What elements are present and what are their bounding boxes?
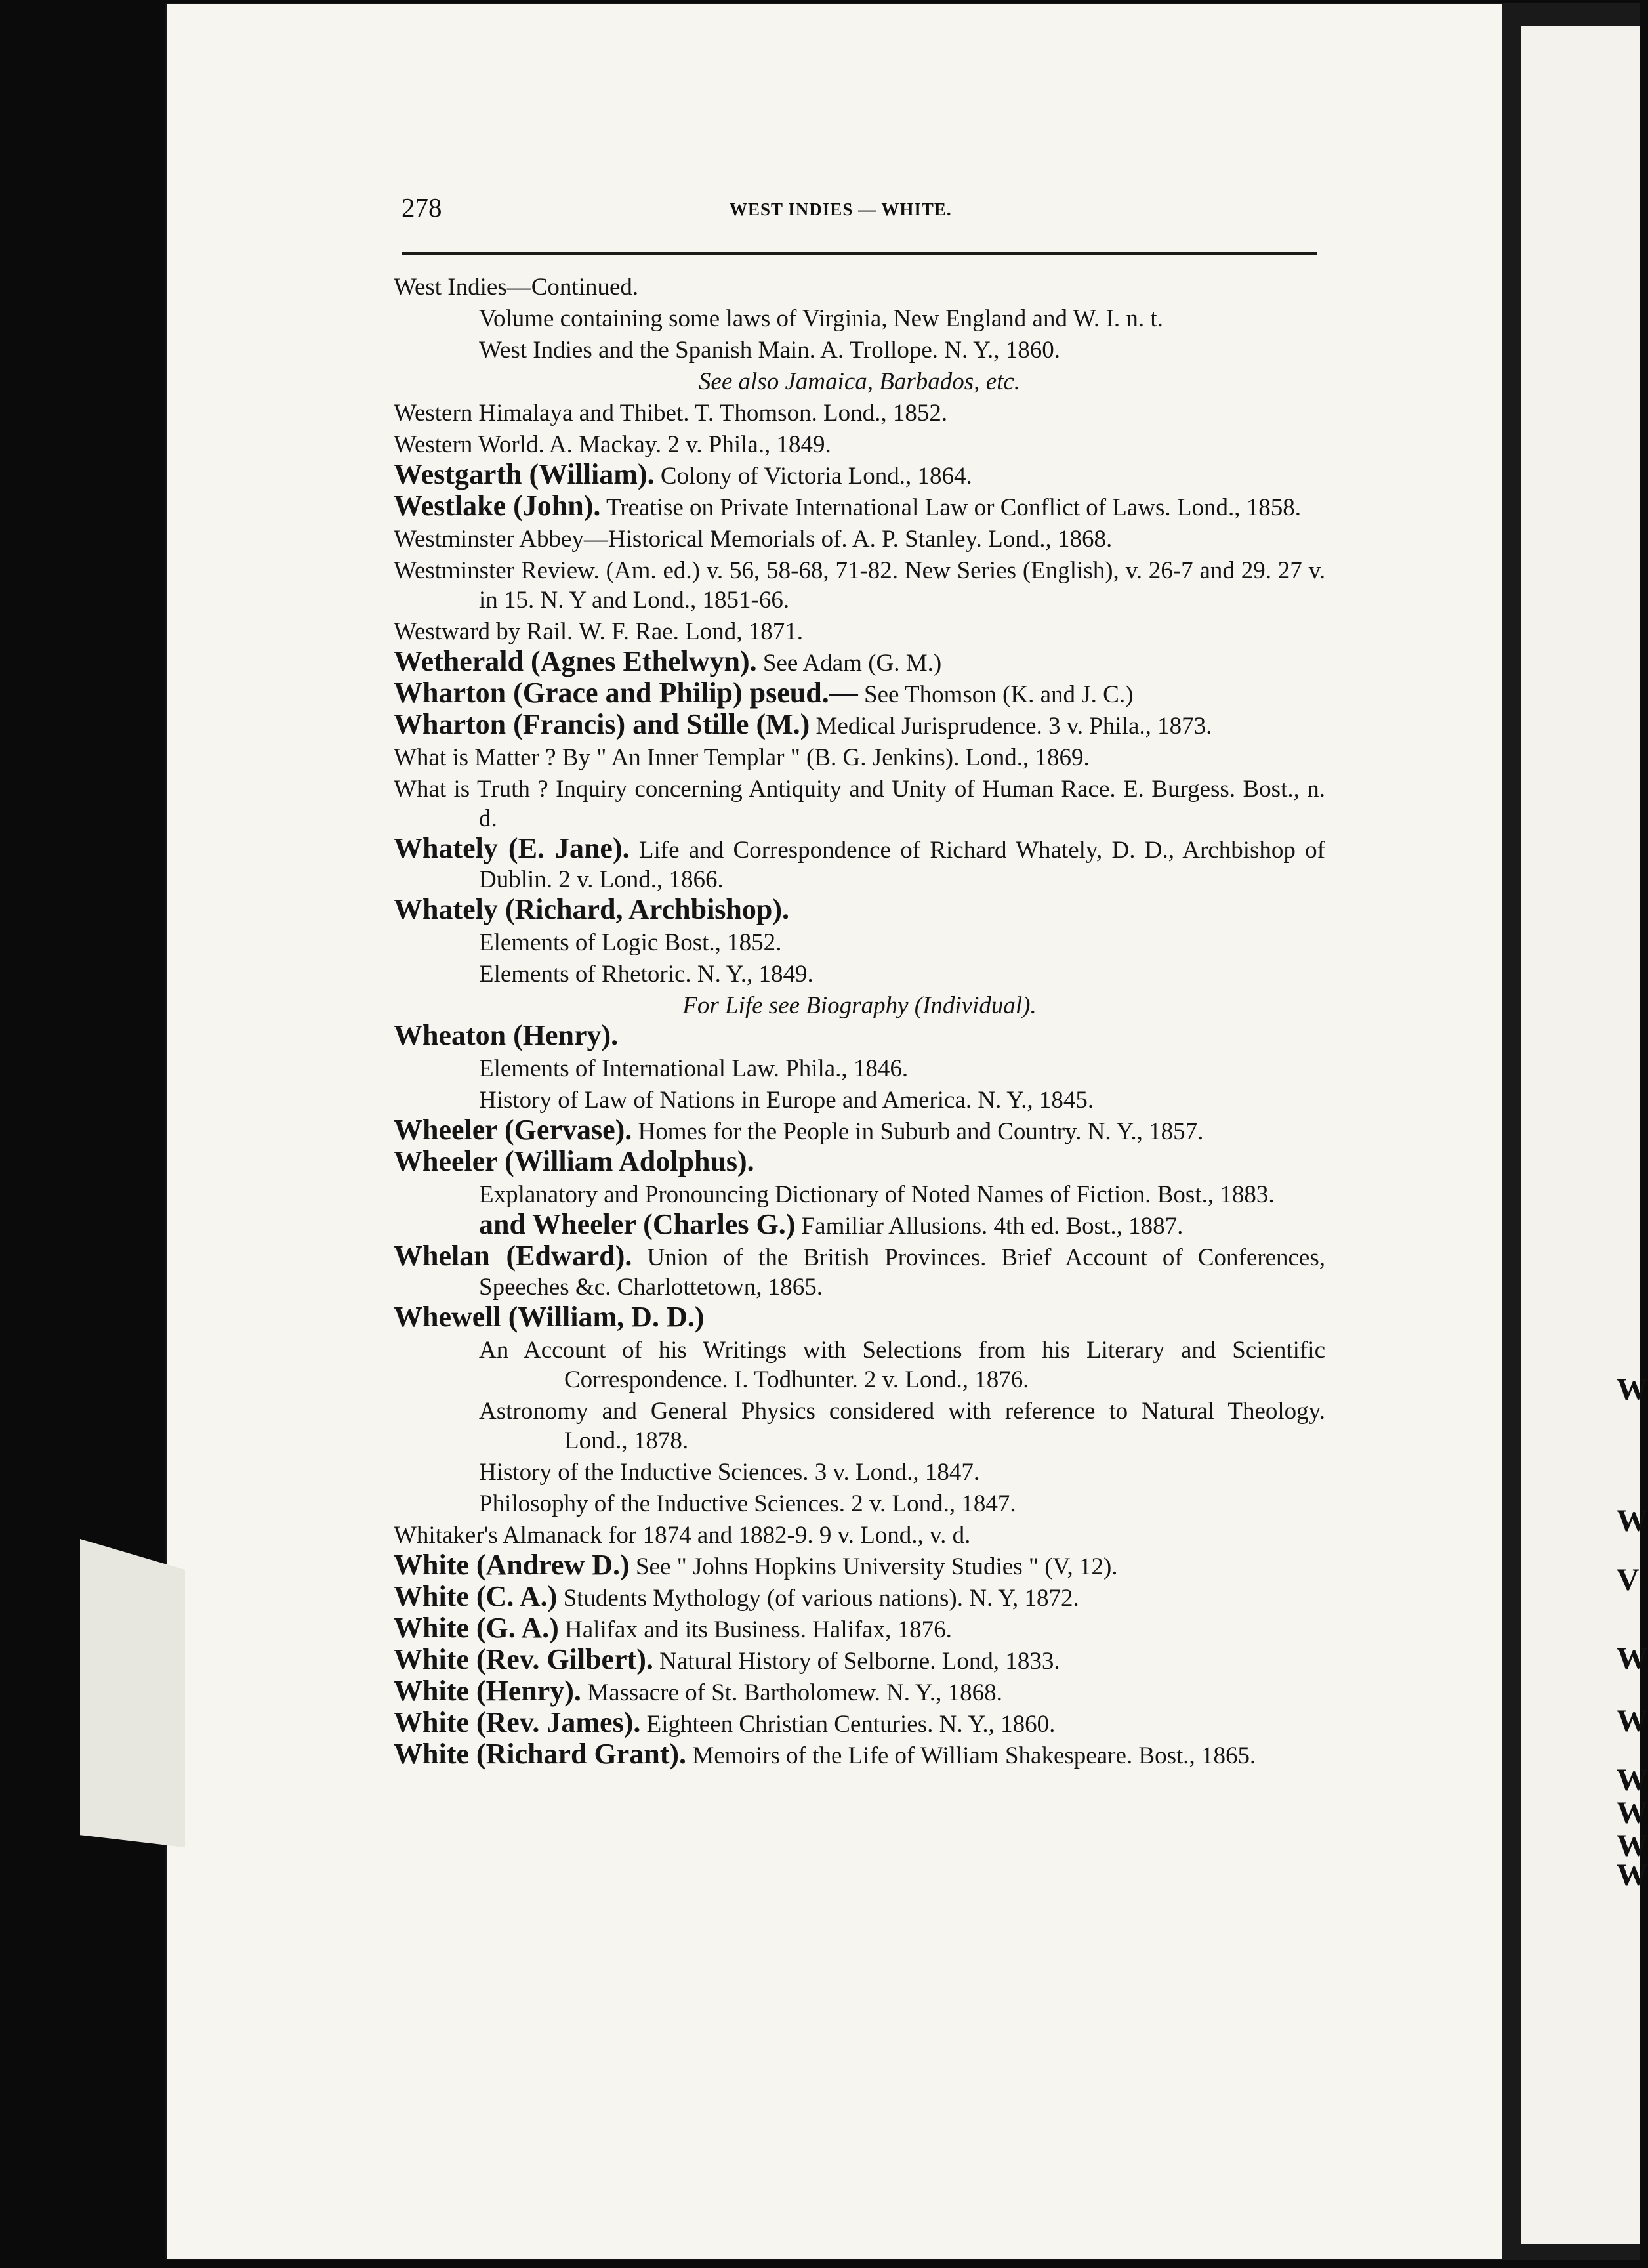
catalog-entry: White (Andrew D.) See " Johns Hopkins University Studies " (V, 12). bbox=[394, 1549, 1118, 1581]
catalog-entry: Whately (E. Jane). Life and Correspondence of Richard Whately, D. D., Archbishop of Dublin. 2 v. Lond., 1866. bbox=[394, 832, 1326, 893]
catalog-entry: White (G. A.) Halifax and its Business. Halifax, 1876. bbox=[394, 1612, 952, 1644]
catalog-entry: What is Matter ? By " An Inner Templar " (B. G. Jenkins). Lond., 1869. bbox=[394, 744, 1090, 771]
catalog-entry: Elements of Logic Bost., 1852. bbox=[479, 929, 782, 956]
adjacent-page-strip bbox=[1521, 26, 1648, 2244]
folded-paper-corner bbox=[80, 1539, 185, 1847]
catalog-entry: Philosophy of the Inductive Sciences. 2 v. Lond., 1847. bbox=[479, 1490, 1016, 1517]
catalog-entry: White (Henry). Massacre of St. Bartholomew. N. Y., 1868. bbox=[394, 1675, 1002, 1707]
adjacent-letter: W bbox=[1617, 1641, 1648, 1676]
catalog-entry: Whately (Richard, Archbishop). bbox=[394, 893, 790, 925]
catalog-entries bbox=[394, 270, 1325, 1771]
catalog-entry: White (C. A.) Students Mythology (of various nations). N. Y, 1872. bbox=[394, 1580, 1079, 1612]
catalog-entry: Wharton (Francis) and Stille (M.) Medical Jurisprudence. 3 v. Phila., 1873. bbox=[394, 708, 1212, 740]
catalog-entry: Explanatory and Pronouncing Dictionary of Noted Names of Fiction. Bost., 1883. bbox=[479, 1181, 1275, 1208]
running-head: WEST INDIES — WHITE. bbox=[730, 200, 952, 219]
adjacent-letter: W bbox=[1617, 1372, 1648, 1407]
adjacent-letter: W bbox=[1617, 1503, 1648, 1538]
catalog-entry: West Indies and the Spanish Main. A. Trollope. N. Y., 1860. bbox=[479, 337, 1061, 364]
catalog-entry: Astronomy and General Physics considered with reference to Natural Theology. Lond., 1878. bbox=[479, 1398, 1325, 1454]
adjacent-letter: W bbox=[1617, 1828, 1648, 1863]
catalog-entry: What is Truth ? Inquiry concerning Antiquity and Unity of Human Race. E. Burgess. Bost., n. d. bbox=[394, 776, 1325, 832]
catalog-entry: Wheaton (Henry). bbox=[394, 1019, 619, 1051]
catalog-entry: White (Richard Grant). Memoirs of the Life of William Shakespeare. Bost., 1865. bbox=[394, 1738, 1256, 1770]
header-rule bbox=[402, 252, 1317, 255]
adjacent-letter: W bbox=[1617, 1704, 1648, 1738]
catalog-entry: Westlake (John). Treatise on Private International Law or Conflict of Laws. Lond., 1858. bbox=[394, 490, 1302, 522]
catalog-entry: Whelan (Edward). Union of the British Provinces. Brief Account of Conferences, Speeches &c. Charlottetown, 1865. bbox=[394, 1240, 1325, 1301]
catalog-entry: Elements of Rhetoric. N. Y., 1849. bbox=[479, 961, 814, 988]
cross-reference: For Life see Biography (Individual). bbox=[682, 992, 1037, 1019]
catalog-entry: White (Rev. James). Eighteen Christian Centuries. N. Y., 1860. bbox=[394, 1706, 1056, 1738]
catalog-entry: Western Himalaya and Thibet. T. Thomson. Lond., 1852. bbox=[394, 400, 948, 427]
catalog-entry: Westward by Rail. W. F. Rae. Lond, 1871. bbox=[394, 618, 804, 645]
catalog-entry: Westminster Review. (Am. ed.) v. 56, 58-68, 71-82. New Series (English), v. 26-7 and 29. 27 v. in 15. N. Y and Lond., 1851-66. bbox=[394, 557, 1325, 614]
catalog-entry: Wheeler (William Adolphus). bbox=[394, 1145, 754, 1177]
catalog-entry: Whitaker's Almanack for 1874 and 1882-9. 9 v. Lond., v. d. bbox=[394, 1522, 971, 1549]
catalog-entry: and Wheeler (Charles G.) Familiar Allusions. 4th ed. Bost., 1887. bbox=[479, 1208, 1184, 1240]
adjacent-letter: W bbox=[1617, 1796, 1648, 1830]
catalog-entry: An Account of his Writings with Selections from his Literary and Scientific Correspondence. I. Todhunter. 2 v. Lond., 1876. bbox=[479, 1337, 1325, 1393]
page-header bbox=[402, 192, 1320, 231]
catalog-entry: Westgarth (William). Colony of Victoria Lond., 1864. bbox=[394, 458, 972, 490]
adjacent-letter: V bbox=[1617, 1563, 1639, 1597]
catalog-entry: Whewell (William, D. D.) bbox=[394, 1301, 705, 1333]
catalog-entry: White (Rev. Gilbert). Natural History of Selborne. Lond, 1833. bbox=[394, 1643, 1060, 1675]
catalog-entry: Volume containing some laws of Virginia, New England and W. I. n. t. bbox=[479, 305, 1163, 332]
catalog-entry: History of Law of Nations in Europe and America. N. Y., 1845. bbox=[479, 1087, 1094, 1114]
page-number: 278 bbox=[402, 192, 442, 222]
catalog-entry: Western World. A. Mackay. 2 v. Phila., 1849. bbox=[394, 431, 831, 458]
catalog-entry: West Indies—Continued. bbox=[394, 274, 639, 301]
catalog-entry: History of the Inductive Sciences. 3 v. Lond., 1847. bbox=[479, 1459, 980, 1486]
catalog-entry: Westminster Abbey—Historical Memorials of. A. P. Stanley. Lond., 1868. bbox=[394, 526, 1113, 553]
catalog-entry: Wetherald (Agnes Ethelwyn). See Adam (G. M.) bbox=[394, 645, 942, 677]
adjacent-letter: W bbox=[1617, 1858, 1648, 1893]
catalog-entry: Wharton (Grace and Philip) pseud.— See Thomson (K. and J. C.) bbox=[394, 677, 1134, 709]
catalog-entry: Elements of International Law. Phila., 1846. bbox=[479, 1055, 909, 1082]
adjacent-letter: W bbox=[1617, 1763, 1648, 1797]
catalog-entry: Wheeler (Gervase). Homes for the People in Suburb and Country. N. Y., 1857. bbox=[394, 1114, 1204, 1146]
cross-reference: See also Jamaica, Barbados, etc. bbox=[698, 368, 1021, 395]
